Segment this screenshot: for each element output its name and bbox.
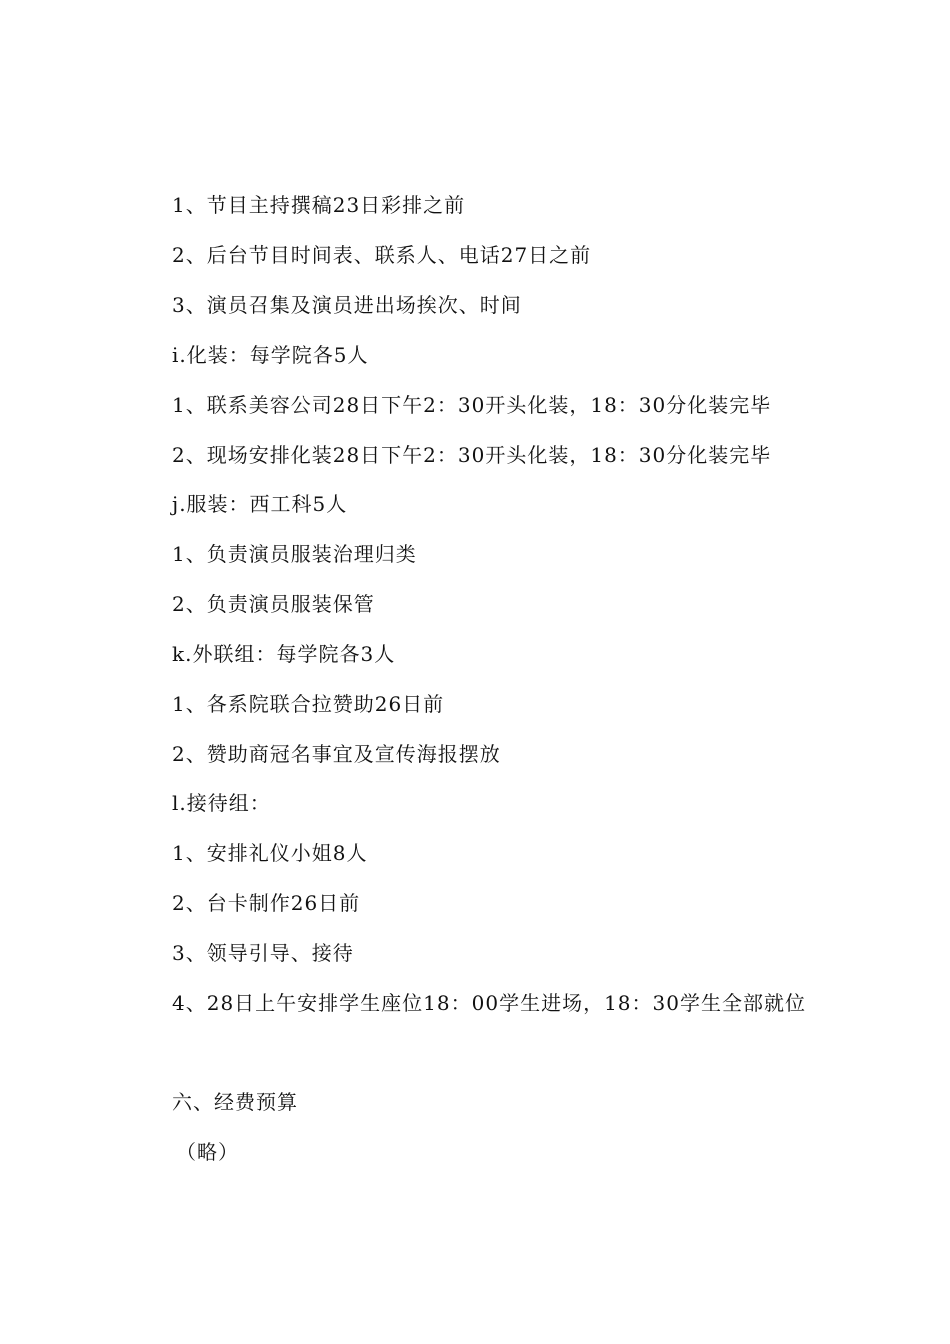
list-item: 2、现场安排化装28日下午2：30开头化装，18：30分化装完毕	[172, 443, 772, 467]
list-item: 3、演员召集及演员进出场挨次、时间	[172, 293, 522, 317]
list-item: 1、节目主持撰稿23日彩排之前	[172, 193, 466, 217]
list-item: 1、联系美容公司28日下午2：30开头化装，18：30分化装完毕	[172, 393, 772, 417]
list-item: 2、负责演员服装保管	[172, 592, 375, 616]
list-item: 2、赞助商冠名事宜及宣传海报摆放	[172, 742, 501, 766]
list-item: 2、台卡制作26日前	[172, 891, 361, 915]
subsection-heading: k.外联组：每学院各3人	[172, 642, 396, 666]
list-item: 4、28日上午安排学生座位18：00学生进场，18：30学生全部就位	[172, 991, 806, 1015]
list-item: 3、领导引导、接待	[172, 941, 354, 965]
subsection-heading: l.接待组：	[172, 791, 271, 815]
subsection-heading: j.服装：西工科5人	[172, 492, 348, 516]
list-item: 1、安排礼仪小姐8人	[172, 841, 368, 865]
section-note: （略）	[176, 1140, 239, 1164]
list-item: 1、各系院联合拉赞助26日前	[172, 692, 445, 716]
list-item: 2、后台节目时间表、联系人、电话27日之前	[172, 243, 592, 267]
section-heading: 六、经费预算	[172, 1090, 298, 1114]
list-item: 1、负责演员服装治理归类	[172, 542, 417, 566]
subsection-heading: i.化装：每学院各5人	[172, 343, 369, 367]
